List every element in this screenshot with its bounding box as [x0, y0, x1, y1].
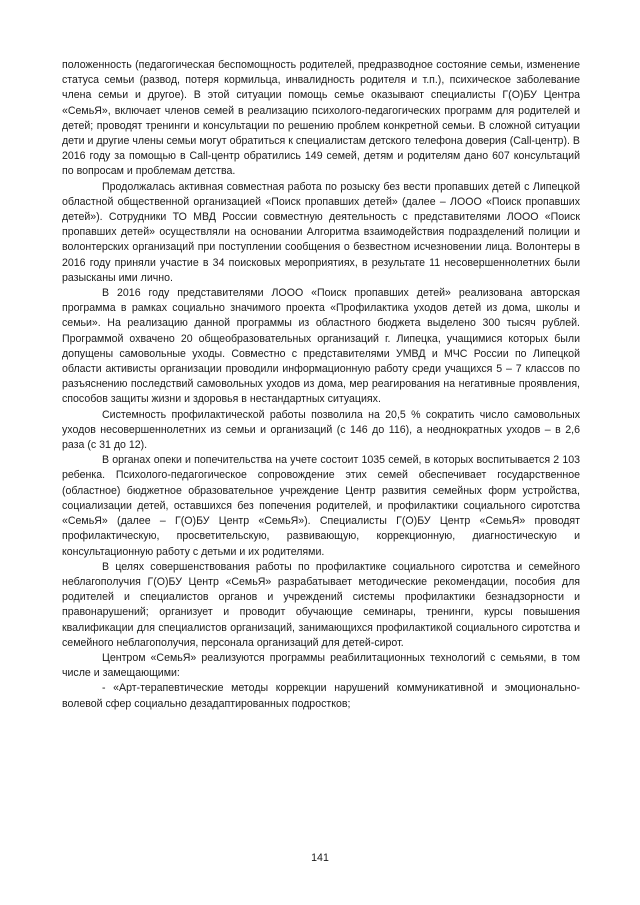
document-body	[62, 58, 580, 712]
paragraph-6: В целях совершенствования работы по профилактике социального сиротства и семейного неблагополучия Г(О)БУ Центр «СемьЯ» разрабатывает методические рекомендации, пособия для родителей и специалистов органов и учреждений системы профилактики безнадзорности и правонарушений; организует и проводит обучающие семинары, тренинги, курсы повышения квалификации для специалистов организаций, занимающихся профилактикой социального сиротства и семейного неблагополучия, персонала организаций для детей-сирот.	[62, 560, 580, 649]
paragraph-5: В органах опеки и попечительства на учете состоит 1035 семей, в которых воспитывается 2 103 ребенка. Психолого-педагогическое сопровождение этих семей обеспечивает государственное (областное) бюджетное образовательное учреждение Центр развития семейных форм устройства, социализации детей, оставшихся без попечения родителей, и профилактики социального сиротства «СемьЯ» (далее – Г(О)БУ Центр «СемьЯ»). Специалисты Г(О)БУ Центр «СемьЯ» проводят профилактическую, просветительскую, развивающую, коррекционную, диагностическую и консультационную работу с детьми и их родителями.	[62, 454, 580, 558]
list-item-1: - «Арт-терапевтические методы коррекции нарушений коммуникативной и эмоционально-волевой сфер социально дезадаптированных подростков;	[62, 682, 580, 710]
paragraph-1: положенность (педагогическая беспомощность родителей, предразводное состояние семьи, изменение статуса семьи (развод, потеря кормильца, инвалидность родителя и т.п.), психическое заболевание члена семьи и другое). В этой ситуации помощь семье оказывают специалисты Г(О)БУ Центра «СемьЯ», включает членов семей в реализацию психолого-педагогических программ для родителей и детей; проводят тренинги и консультации по решению проблем конкретной семьи. В сложной ситуации дети и другие члены семьи могут обратиться к специалистам детского телефона доверия (Call-центр). В 2016 году за помощью в Call-центр обратились 149 семей, детям и родителям дано 607 консультаций по вопросам и проблемам детства.	[62, 59, 580, 178]
paragraph-2: Продолжалась активная совместная работа по розыску без вести пропавших детей с Липецкой областной общественной организацией «Поиск пропавших детей» (далее – ЛООО «Поиск пропавших детей»). Сотрудники ТО МВД России совместную деятельность с представителями ЛООО «Поиск пропавших детей» осуществляли на основании Алгоритма взаимодействия подразделений полиции и волонтерских организаций при поступлении сообщения о безвестном исчезновении лица. Волонтеры в 2016 году приняли участие в 34 поисковых мероприятиях, в результате 11 несовершеннолетних были разысканы ими лично.	[62, 180, 580, 284]
paragraph-3: В 2016 году представителями ЛООО «Поиск пропавших детей» реализована авторская программа в рамках социально значимого проекта «Профилактика уходов детей из дома, школы и семьи». На реализацию данной программы из областного бюджета выделено 300 тысяч рублей. Программой охвачено 20 общеобразовательных организаций г. Липецка, учащимися которых были допущены самовольные уходы. Совместно с представителями УМВД и МЧС России по Липецкой области активисты организации проводили информационную работу среди учащихся 5 – 7 классов по разъяснению последствий самовольных уходов из дома, мер реагирования на негативные проявления, способов защиты жизни и здоровья в нестандартных ситуациях.	[62, 287, 580, 406]
page-number: 141	[311, 852, 329, 864]
paragraph-7: Центром «СемьЯ» реализуются программы реабилитационных технологий с семьями, в том числе и замещающими:	[62, 651, 580, 680]
paragraph-4: Системность профилактической работы позволила на 20,5 % сократить число самовольных уходов несовершеннолетних из семьи и организаций (с 146 до 116), а неоднократных уходов – в 2,6 раза (с 31 до 12).	[62, 408, 580, 452]
